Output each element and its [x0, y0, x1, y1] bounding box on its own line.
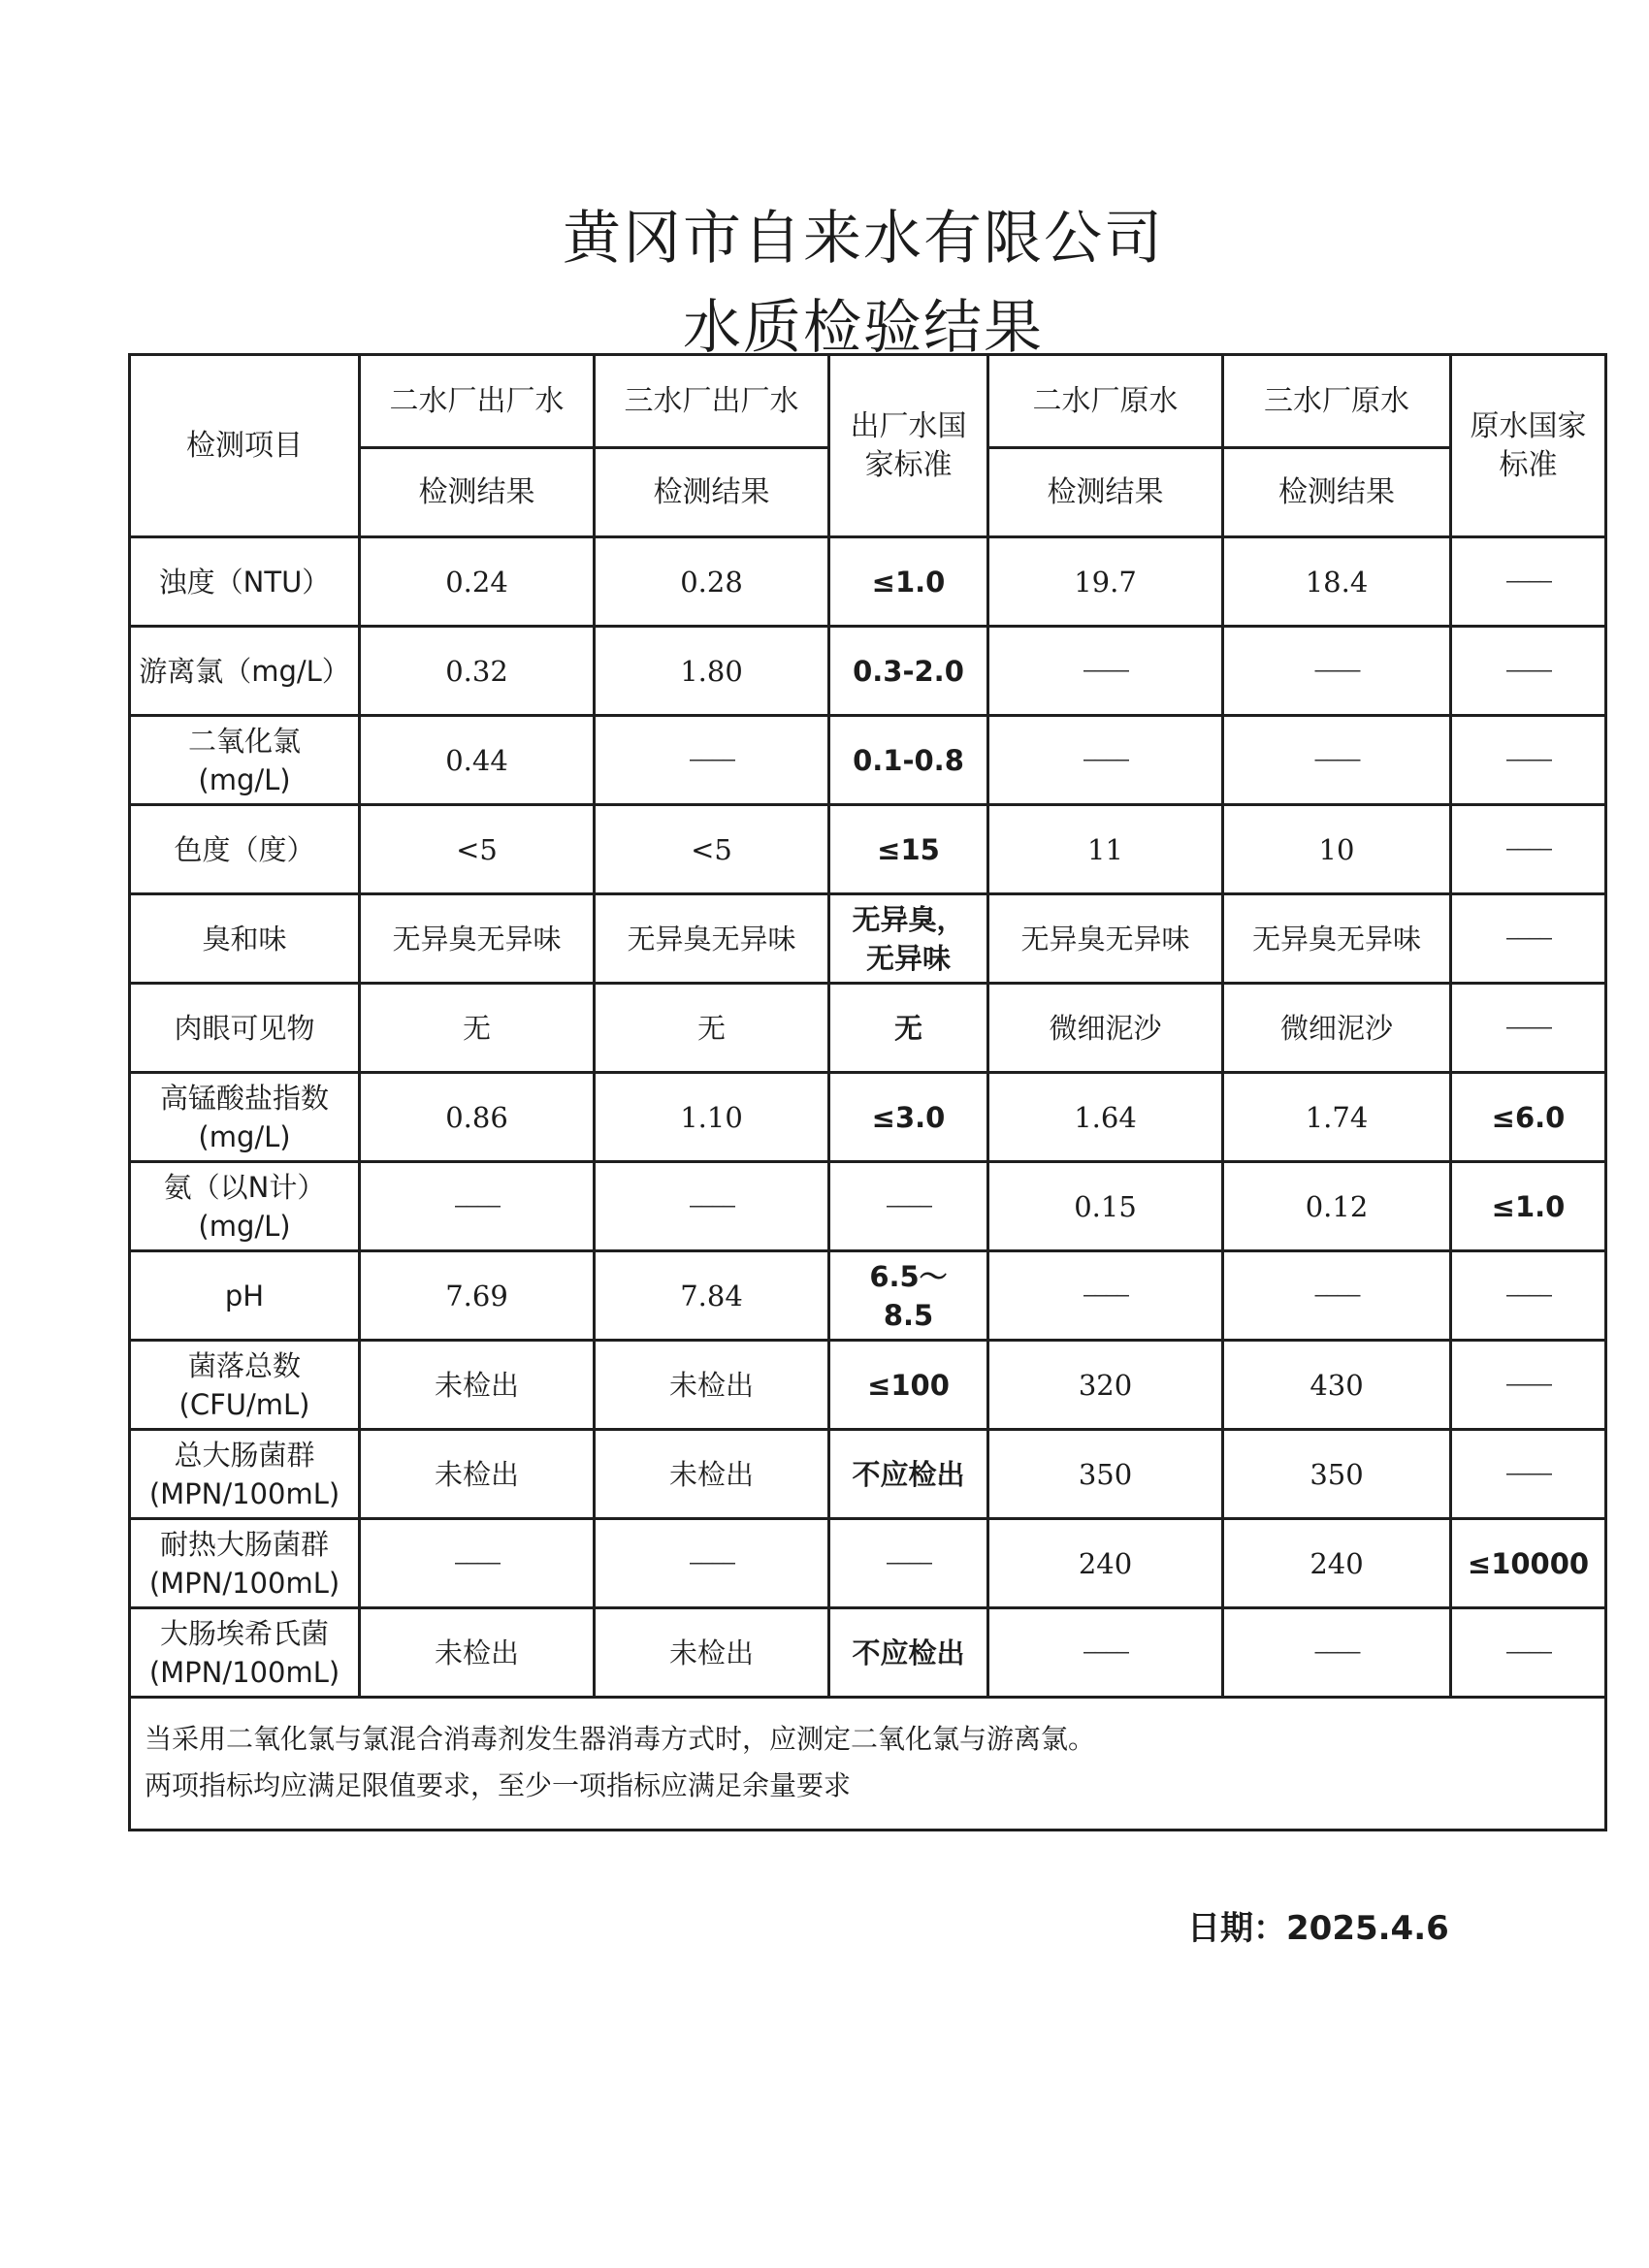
- cell-value: ————: [690, 1193, 733, 1218]
- item-name: 二氧化氯: [187, 724, 301, 758]
- cell-value: 无异臭，无异味: [852, 902, 965, 975]
- table-cell: [829, 984, 988, 1073]
- table-cell: [1451, 1519, 1606, 1608]
- table-cell: [1223, 1251, 1451, 1341]
- table-cell: [988, 627, 1223, 716]
- row-item-label: [130, 716, 360, 805]
- item-name: 色度（度）: [174, 832, 315, 866]
- table-cell: [1451, 1341, 1606, 1430]
- header-outlet-standard-text: 出厂水国家标准: [850, 408, 967, 482]
- table-cell: [595, 1162, 829, 1251]
- table-cell: [1451, 1251, 1606, 1341]
- cell-value: ————: [887, 1550, 930, 1575]
- item-name: 游离氯（mg/L）: [139, 654, 350, 688]
- table-cell: [1223, 1162, 1451, 1251]
- cell-value: ≤1.0: [1491, 1189, 1566, 1223]
- cell-value: ≤6.0: [1491, 1100, 1566, 1134]
- header-outlet-standard: [829, 355, 988, 537]
- table-cell: [1223, 627, 1451, 716]
- subheader-result: 检测结果: [988, 448, 1223, 537]
- cell-value: ————: [1083, 1282, 1127, 1308]
- cell-value: ————: [1506, 658, 1550, 683]
- report-title: 水质检验结果: [683, 294, 1044, 362]
- cell-value: 未检出: [668, 1636, 754, 1669]
- table-cell: [1451, 805, 1606, 894]
- table-cell: [360, 894, 595, 984]
- table-row: [130, 627, 1606, 716]
- table-cell: [829, 1608, 988, 1698]
- cell-value: ≤15: [877, 832, 940, 866]
- item-unit: (MPN/100mL): [148, 1476, 340, 1510]
- table-cell: [360, 984, 595, 1073]
- table-cell: [595, 1251, 829, 1341]
- item-unit: (mg/L): [198, 762, 291, 796]
- table-cell: [360, 1251, 595, 1341]
- table-row: [130, 537, 1606, 627]
- table-cell: [595, 1073, 829, 1162]
- cell-value: ————: [690, 747, 733, 772]
- cell-value: 0.24: [445, 565, 508, 599]
- table-cell: [829, 894, 988, 984]
- table-cell: [988, 984, 1223, 1073]
- table-cell: [1451, 537, 1606, 627]
- cell-value: 7.84: [680, 1279, 743, 1312]
- item-name: 总大肠菌群: [174, 1438, 315, 1472]
- table-cell: [1223, 894, 1451, 984]
- cell-value: 7.69: [445, 1279, 508, 1312]
- table-cell: [1451, 716, 1606, 805]
- item-unit: (mg/L): [198, 1209, 291, 1243]
- table-cell: [988, 1162, 1223, 1251]
- header-plant2-raw: 二水厂原水: [988, 355, 1223, 448]
- cell-value: <5: [456, 832, 498, 866]
- table-cell: [988, 1341, 1223, 1430]
- table-cell: [829, 1162, 988, 1251]
- table-cell: [595, 1341, 829, 1430]
- row-item-label: [130, 1608, 360, 1698]
- cell-value: 0.28: [680, 565, 743, 599]
- table-cell: [360, 627, 595, 716]
- table-cell: [1451, 1430, 1606, 1519]
- table-cell: [829, 716, 988, 805]
- table-cell: [988, 716, 1223, 805]
- row-item-label: [130, 1073, 360, 1162]
- cell-value: ————: [1506, 1372, 1550, 1397]
- table-cell: [829, 1430, 988, 1519]
- table-cell: [595, 1608, 829, 1698]
- cell-value: 无: [893, 1011, 922, 1045]
- row-item-label: [130, 805, 360, 894]
- cell-value: ————: [1506, 1461, 1550, 1486]
- row-item-label: [130, 1341, 360, 1430]
- table-cell: [360, 1430, 595, 1519]
- cell-value: ————: [1083, 747, 1127, 772]
- row-item-label: [130, 1162, 360, 1251]
- cell-value: 0.12: [1305, 1189, 1369, 1223]
- table-cell: [595, 716, 829, 805]
- table-cell: [988, 1519, 1223, 1608]
- cell-value: ————: [1506, 568, 1550, 594]
- table-body: [130, 537, 1606, 1698]
- cell-value: ————: [1314, 1639, 1359, 1665]
- table-row: [130, 894, 1606, 984]
- cell-value: 430: [1310, 1368, 1364, 1402]
- item-name: 菌落总数: [187, 1348, 301, 1382]
- table-cell: [1223, 1608, 1451, 1698]
- table-row: [130, 1251, 1606, 1341]
- cell-value: <5: [691, 832, 732, 866]
- row-item-label: [130, 984, 360, 1073]
- cell-value: ≤100: [867, 1368, 950, 1402]
- header-plant3-outlet: 三水厂出厂水: [595, 355, 829, 448]
- cell-value: 未检出: [668, 1457, 754, 1491]
- table-cell: [829, 1251, 988, 1341]
- header-raw-standard: [1451, 355, 1606, 537]
- table-row: [130, 1341, 1606, 1430]
- row-item-label: [130, 537, 360, 627]
- cell-value: 微细泥沙: [1049, 1011, 1162, 1045]
- row-item-label: [130, 1251, 360, 1341]
- table-cell: [1223, 984, 1451, 1073]
- table-cell: [1223, 1341, 1451, 1430]
- table-cell: [1223, 716, 1451, 805]
- cell-value: 不应检出: [852, 1636, 965, 1669]
- table-cell: [595, 984, 829, 1073]
- header-plant2-outlet: 二水厂出厂水: [360, 355, 595, 448]
- cell-value: 6.5～8.5: [869, 1259, 948, 1332]
- item-name: 耐热大肠菌群: [159, 1527, 329, 1561]
- table-row: [130, 1430, 1606, 1519]
- cell-value: 320: [1078, 1368, 1133, 1402]
- cell-value: 无异臭无异味: [392, 922, 562, 956]
- table-cell: [595, 1430, 829, 1519]
- header-plant3-raw: 三水厂原水: [1223, 355, 1451, 448]
- table-cell: [1451, 1608, 1606, 1698]
- table-cell: [595, 537, 829, 627]
- cell-value: ≤1.0: [871, 565, 946, 599]
- item-name: 浊度（NTU）: [158, 565, 331, 599]
- table-cell: [988, 1251, 1223, 1341]
- water-quality-table: [128, 353, 1607, 1831]
- cell-value: 0.44: [445, 743, 508, 777]
- cell-value: ————: [455, 1193, 499, 1218]
- cell-value: ≤10000: [1467, 1546, 1590, 1580]
- header-raw-standard-text: 原水国家标准: [1470, 408, 1587, 482]
- table-cell: [829, 627, 988, 716]
- cell-value: ————: [1314, 1282, 1359, 1308]
- row-item-label: [130, 1519, 360, 1608]
- table-cell: [988, 1073, 1223, 1162]
- cell-value: ————: [1506, 747, 1550, 772]
- item-name: 高锰酸盐指数: [159, 1081, 329, 1115]
- cell-value: ————: [1506, 1015, 1550, 1040]
- cell-value: 19.7: [1074, 565, 1137, 599]
- table-cell: [360, 1519, 595, 1608]
- row-item-label: [130, 894, 360, 984]
- cell-value: ————: [1314, 658, 1359, 683]
- cell-value: ————: [690, 1550, 733, 1575]
- cell-value: 0.1-0.8: [853, 743, 964, 777]
- cell-value: 微细泥沙: [1279, 1011, 1393, 1045]
- table-cell: [1451, 627, 1606, 716]
- cell-value: ————: [455, 1550, 499, 1575]
- cell-value: 无异臭无异味: [627, 922, 796, 956]
- table-cell: [595, 1519, 829, 1608]
- table-cell: [595, 894, 829, 984]
- note-line: 两项指标均应满足限值要求，至少一项指标应满足余量要求: [145, 1769, 852, 1801]
- cell-value: 未检出: [668, 1368, 754, 1402]
- item-name: 氨（以N计）: [163, 1170, 326, 1204]
- cell-value: 18.4: [1305, 565, 1369, 599]
- subheader-result: 检测结果: [1223, 448, 1451, 537]
- item-unit: (CFU/mL): [178, 1387, 310, 1421]
- item-name: 肉眼可见物: [174, 1011, 315, 1045]
- table-cell: [829, 537, 988, 627]
- cell-value: 350: [1310, 1457, 1364, 1491]
- cell-value: 无异臭无异味: [1251, 922, 1421, 956]
- cell-value: 1.80: [680, 654, 743, 688]
- table-cell: [360, 1162, 595, 1251]
- item-name: 臭和味: [202, 922, 287, 956]
- table-cell: [360, 716, 595, 805]
- table-row: [130, 716, 1606, 805]
- table-cell: [829, 1519, 988, 1608]
- table-cell: [988, 1608, 1223, 1698]
- table-cell: [1223, 1519, 1451, 1608]
- table-cell: [1451, 1073, 1606, 1162]
- cell-value: 240: [1310, 1546, 1364, 1580]
- cell-value: ————: [887, 1193, 930, 1218]
- item-name: pH: [224, 1279, 265, 1312]
- table-cell: [988, 1430, 1223, 1519]
- table-cell: [360, 1341, 595, 1430]
- cell-value: 0.86: [445, 1100, 508, 1134]
- subheader-result: 检测结果: [360, 448, 595, 537]
- cell-value: ————: [1083, 1639, 1127, 1665]
- table-cell: [829, 1073, 988, 1162]
- report-date: 日期：2025.4.6: [1187, 1909, 1449, 1948]
- cell-value: 不应检出: [852, 1457, 965, 1491]
- cell-value: 未检出: [434, 1636, 519, 1669]
- table-cell: [595, 627, 829, 716]
- item-unit: (MPN/100mL): [148, 1655, 340, 1689]
- cell-value: ————: [1083, 658, 1127, 683]
- table-cell: [1451, 894, 1606, 984]
- cell-value: ————: [1314, 747, 1359, 772]
- cell-value: 无异臭无异味: [1020, 922, 1190, 956]
- table-row: [130, 984, 1606, 1073]
- cell-value: 0.15: [1074, 1189, 1137, 1223]
- table-cell: [595, 805, 829, 894]
- cell-value: 无: [696, 1011, 726, 1045]
- table-cell: [829, 805, 988, 894]
- item-unit: (mg/L): [198, 1119, 291, 1153]
- cell-value: ≤3.0: [871, 1100, 946, 1134]
- cell-value: 240: [1078, 1546, 1133, 1580]
- item-name: 大肠埃希氏菌: [159, 1616, 329, 1650]
- table-cell: [829, 1341, 988, 1430]
- table-row: [130, 1519, 1606, 1608]
- cell-value: 10: [1318, 832, 1355, 866]
- table-cell: [360, 537, 595, 627]
- table-cell: [988, 537, 1223, 627]
- table-cell: [360, 1608, 595, 1698]
- row-item-label: [130, 627, 360, 716]
- cell-value: 1.64: [1074, 1100, 1137, 1134]
- header-item: 检测项目: [130, 355, 360, 537]
- cell-value: 0.32: [445, 654, 508, 688]
- table-cell: [1451, 1162, 1606, 1251]
- cell-value: 350: [1078, 1457, 1133, 1491]
- table-row: [130, 805, 1606, 894]
- cell-value: ————: [1506, 836, 1550, 861]
- note-line: 当采用二氧化氯与氯混合消毒剂发生器消毒方式时，应测定二氧化氯与游离氯。: [145, 1723, 1096, 1755]
- table-cell: [988, 805, 1223, 894]
- cell-value: 未检出: [434, 1457, 519, 1491]
- company-title: 黄冈市自来水有限公司: [563, 205, 1164, 273]
- cell-value: 11: [1087, 832, 1123, 866]
- cell-value: ————: [1506, 1282, 1550, 1308]
- table-cell: [1223, 805, 1451, 894]
- item-unit: (MPN/100mL): [148, 1566, 340, 1600]
- table-cell: [360, 805, 595, 894]
- table-cell: [1223, 1073, 1451, 1162]
- table-cell: [1223, 1430, 1451, 1519]
- cell-value: 1.10: [680, 1100, 743, 1134]
- row-item-label: [130, 1430, 360, 1519]
- subheader-result: 检测结果: [595, 448, 829, 537]
- table-row: [130, 1073, 1606, 1162]
- cell-value: 无: [462, 1011, 491, 1045]
- cell-value: ————: [1506, 1639, 1550, 1665]
- table-cell: [1223, 537, 1451, 627]
- table-cell: [988, 894, 1223, 984]
- cell-value: 1.74: [1305, 1100, 1369, 1134]
- table-row: [130, 1608, 1606, 1698]
- note-cell: [130, 1698, 1606, 1831]
- table-cell: [360, 1073, 595, 1162]
- cell-value: 0.3-2.0: [853, 654, 964, 688]
- table-cell: [1451, 984, 1606, 1073]
- table-row: [130, 1162, 1606, 1251]
- cell-value: 未检出: [434, 1368, 519, 1402]
- cell-value: ————: [1506, 925, 1550, 951]
